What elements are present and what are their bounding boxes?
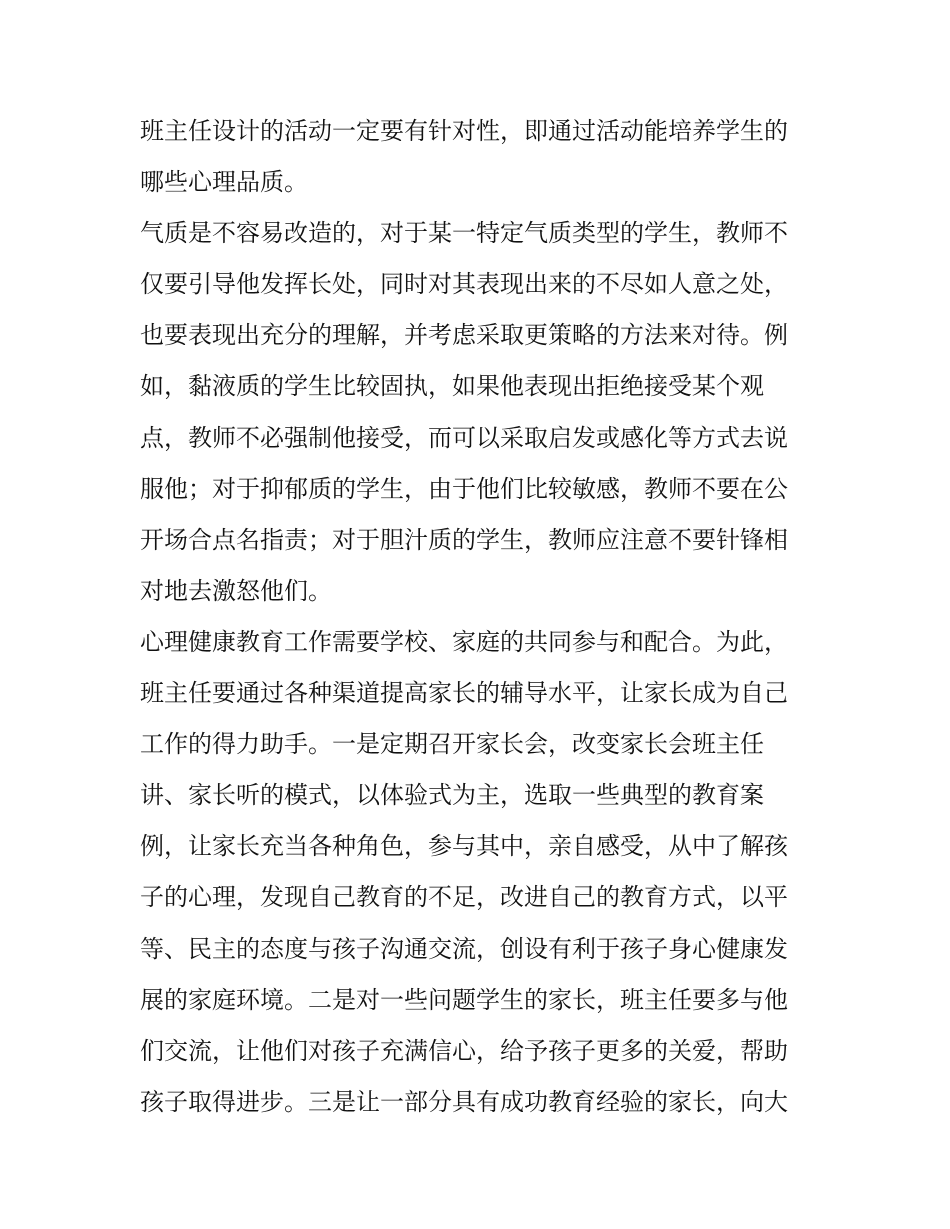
text-line: 工作的得力助手。一是定期召开家长会，改变家长会班主任 [140, 730, 764, 759]
text-line: 也要表现出充分的理解，并考虑采取更策略的方法来对待。例 [140, 321, 788, 350]
text-line: 哪些心理品质。 [140, 168, 308, 197]
text-line: 班主任设计的活动一定要有针对性，即通过活动能培养学生的 [140, 117, 788, 145]
text-line: 孩子取得进步。三是让一部分具有成功教育经验的家长，向大 [140, 1087, 788, 1116]
body-text [140, 106, 820, 1128]
text-line: 讲、家长听的模式，以体验式为主，选取一些典型的教育案 [140, 781, 764, 810]
text-line: 仅要引导他发挥长处，同时对其表现出来的不尽如人意之处， [140, 270, 788, 299]
text-line: 如，黏液质的学生比较固执，如果他表现出拒绝接受某个观 [140, 372, 764, 401]
text-line: 等、民主的态度与孩子沟通交流，创设有利于孩子身心健康发 [140, 934, 788, 963]
text-line: 气质是不容易改造的，对于某一特定气质类型的学生，教师不 [140, 219, 788, 248]
text-line: 心理健康教育工作需要学校、家庭的共同参与和配合。为此， [140, 627, 788, 656]
text-line: 对地去激怒他们。 [140, 576, 332, 605]
text-line: 点，教师不必强制他接受，而可以采取启发或感化等方式去说 [140, 423, 788, 452]
text-line: 们交流，让他们对孩子充满信心，给予孩子更多的关爱，帮助 [140, 1036, 788, 1065]
text-line: 例，让家长充当各种角色，参与其中，亲自感受，从中了解孩 [140, 832, 788, 861]
text-line: 子的心理，发现自己教育的不足，改进自己的教育方式，以平 [140, 883, 788, 912]
text-line: 展的家庭环境。二是对一些问题学生的家长，班主任要多与他 [140, 985, 788, 1014]
text-line: 开场合点名指责；对于胆汁质的学生，教师应注意不要针锋相 [140, 525, 788, 554]
text-line: 班主任要通过各种渠道提高家长的辅导水平，让家长成为自己 [140, 679, 788, 708]
text-line: 服他；对于抑郁质的学生，由于他们比较敏感，教师不要在公 [140, 474, 788, 503]
